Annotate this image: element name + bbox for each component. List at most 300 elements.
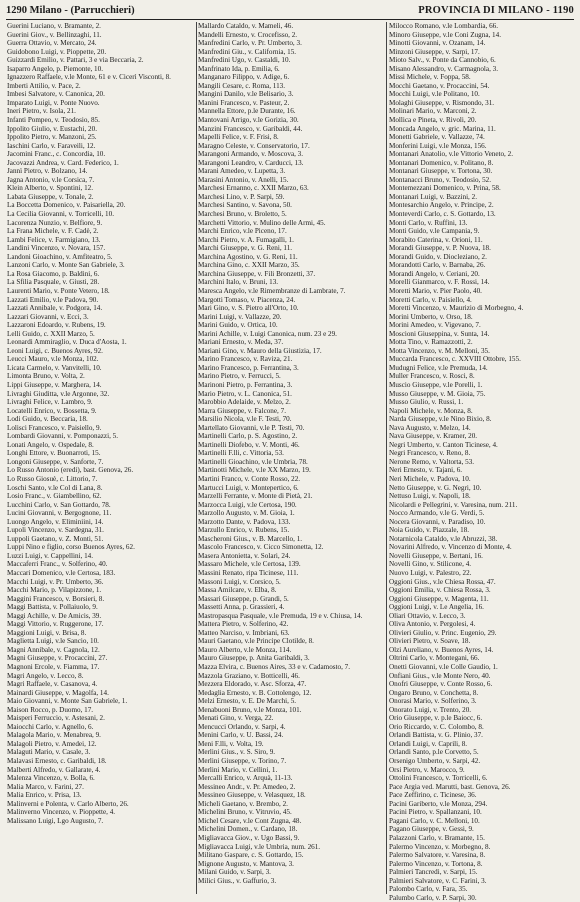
directory-entry: Magri Raffaele, v. Casanova, 4.: [7, 680, 98, 689]
directory-entry: Jannì Pietro, v. Bolzano, 14.: [7, 167, 88, 176]
directory-entry: Marangoni Armando, v. Moscova, 3.: [198, 150, 304, 159]
directory-entry: Massini Renato, ripa Ticinese, 111.: [198, 569, 299, 577]
directory-entry: Mignone Augusto, v. Mantova, 3.: [198, 859, 294, 868]
directory-entry: Minotti Giovanni, v. Ozanam, 14.: [389, 39, 486, 48]
directory-entry: Migliavacca Luigi, v.le Umbria, num. 261.: [198, 842, 321, 851]
directory-entry: Mencucci Orlando, v. Sarpi, 4.: [198, 722, 286, 731]
directory-entry: Mario Pietro, v. L. Canonica, 51.: [198, 389, 292, 398]
directory-entry: Mandelli Ernesto, v. Crocefisso, 2.: [198, 30, 298, 39]
directory-entry: Noia Guido, v. Piazzale, 18.: [389, 526, 470, 535]
directory-entry: Oltrini Carlo, v. Montegani, 66.: [389, 654, 480, 663]
directory-entry: Jacomini Franc., c. Concordia, 10.: [7, 150, 106, 159]
directory-entry: Notarnicola Cataldo, v.le Abruzzi, 38.: [389, 534, 498, 543]
directory-entry: Mariani Ernesto, v. Meda, 37.: [198, 338, 284, 347]
directory-entry: Misano Alessandro, v. Carmagnola, 3.: [389, 64, 499, 73]
directory-entry: Olzi Aureliano, v. Buenos Ayres, 14.: [389, 645, 494, 654]
directory-entry: Magni Annibale, v. Cagnola, 12.: [7, 645, 100, 654]
directory-entry: Milici Gius., v. Gaffurio, 3.: [198, 876, 277, 885]
directory-entry: Masera Antonietta, v. Solari, 24.: [198, 551, 291, 560]
directory-entry: Massaro Michele, v.le Certosa, 139.: [198, 560, 301, 569]
directory-entry: Monteverdi Carlo, c. S. Gottardo, 13.: [389, 210, 496, 219]
directory-entry: Marchina Gino, c. XXII Marzo, 35.: [198, 261, 300, 270]
directory-entry: Massa Amilcare, v. Elba, 8.: [198, 586, 277, 595]
directory-entry: Marchina Agostino, v. G. Reni, 11.: [198, 252, 298, 261]
directory-entry: Marinoni Pietro, p. Ferrantina, 3.: [198, 380, 293, 389]
directory-entry: Mannella Ettore, p.le Durante, 16.: [198, 107, 296, 116]
directory-entry: Onetti Giovanni, v.le Colle Gaudio, 1.: [389, 663, 498, 672]
header-rule: [6, 19, 574, 20]
directory-entry: Palermo Vincenzo, v. Tortona, 8.: [389, 859, 483, 868]
directory-entry: Manfredini Carlo, v. Pr. Umberto, 3.: [198, 39, 302, 48]
directory-entry: Mastropasqua Pasquale, v.le Premuda, 19 e v. Chiusa, 14.: [198, 611, 363, 620]
directory-entry: Marobbio Adelaide, v. Melzo, 2.: [198, 398, 291, 407]
directory-entry: Mapelli Felice, v. F. Frisi, 8.: [198, 133, 279, 142]
directory-entry: Mascolo Francesco, v. Cicco Simonetta, 12.: [198, 543, 324, 552]
directory-entry: Malia Enrico, v. Prisa, 13.: [7, 791, 82, 800]
directory-entry: Ippolito Giulio, v. Eustachi, 20.: [7, 124, 97, 133]
directory-entry: Limonta Bruno, v. Volta, 2.: [7, 372, 85, 381]
directory-entry: Menabuoni Bruno, v.le Monza, 101.: [198, 705, 302, 714]
directory-entry: Messineo Giuseppe, v. Velasquez, 18.: [198, 791, 306, 800]
directory-entry: Onofri Giuseppe, v. Conte Rosso, 6.: [389, 680, 493, 689]
directory-entry: Motta Vincenzo, v. M. Melloni, 35.: [389, 346, 490, 355]
directory-entry: Menati Gino, v. Verga, 22.: [198, 714, 274, 723]
directory-entry: Michelini Bruno, v. Vitruvio, 45.: [198, 808, 292, 817]
directory-entry: Lazzati Annibale, v. Podgora, 14.: [7, 304, 103, 313]
directory-entry: Luppoli Gaetano, v. Z. Monti, 51.: [7, 534, 104, 543]
directory-entry: Maragno Celeste, v. Conservatorio, 17.: [198, 141, 310, 150]
directory-entry: Imberti Attilio, v. Pace, 2.: [7, 81, 81, 90]
directory-entry: Montanari Luigi, v. Bazzini, 2.: [389, 192, 477, 201]
directory-entry: Mariani Gino, v. Mauro della Giustizia, 17.: [198, 346, 322, 355]
directory-entry: Pagani Carlo, v. C. Melloni, 10.: [389, 816, 480, 825]
directory-entry: La Rosa Giacomo, p. Baldini, 6.: [7, 269, 100, 278]
column-divider: [196, 22, 197, 894]
directory-entry: Palmieri Tancredi, v. Sarpi, 15.: [389, 868, 478, 877]
directory-entry: Monti Guido, v.le Campania, 9.: [389, 227, 480, 236]
directory-entry: Mangili Cesare, c. Roma, 113.: [198, 81, 285, 90]
directory-entry: Montemezzani Domenico, v. Prina, 58.: [389, 184, 501, 193]
directory-entry: Maio Giovanni, v. Monte San Gabriele, 1.: [7, 697, 128, 706]
directory-entry: Molinari Mario, v. Marconi, 2.: [389, 107, 477, 116]
directory-entry: Mercalli Enrico, v. Arquà, 11-13.: [198, 774, 293, 783]
directory-entry: Oggioni Gius., v.le Chiesa Rossa, 47.: [389, 577, 496, 586]
page-header: [6, 4, 574, 18]
directory-entry: Muller Francesco, v. Rosci, 8.: [389, 372, 475, 381]
directory-entry: Mocchi Luigi, v.le Politano, 10.: [389, 90, 480, 99]
directory-entry: Luzzi Luigi, v. Cappellini, 14.: [7, 551, 94, 560]
directory-entry: Mantovani Arrigo, v.le Gorizia, 30.: [198, 116, 299, 125]
directory-entry: Lonati Angelo, v. Ospedale, 8.: [7, 440, 94, 449]
directory-entry: Marzelli Ferrante, v. Monte di Pietà, 21.: [198, 492, 313, 501]
directory-entry: Merlini Gius., v. S. Siro, 9.: [198, 748, 276, 757]
directory-entry: Maggi Vittorio, v. Ruggerone, 17.: [7, 620, 104, 629]
directory-entry: Martinelli Carlo, p. S. Agostino, 2.: [198, 432, 298, 441]
directory-entry: Moretti Vincenzo, v. Maurizio di Morbegno, 4.: [389, 304, 524, 313]
directory-entry: Macchi Mario, p. Vilapizzone, 1.: [7, 586, 102, 595]
directory-entry: Monti Carlo, v. Ruffini, 13.: [389, 218, 468, 227]
directory-entry: Muscio Giuseppe, v.le Porelli, 1.: [389, 380, 483, 389]
directory-entry: Nocco Armando, v.le G. Verdi, 5.: [389, 509, 485, 518]
directory-entry: Martinelli Gioachino, v.le Umbria, 78.: [198, 457, 308, 466]
directory-entry: Lazzari Giovanni, v. Ecci, 3.: [7, 312, 89, 321]
directory-entry: Klein Alberto, v. Spontini, 12.: [7, 184, 94, 193]
directory-entry: Marchesi Ernanno, c. XXII Marzo, 63.: [198, 184, 309, 193]
directory-entry: Napoli Michele, v. Monza, 8.: [389, 406, 473, 415]
directory-entry: Marchesi Bruno, v. Broletto, 5.: [198, 210, 287, 219]
directory-entry: Oliva Antonio, v. Pergolesi, 4.: [389, 620, 476, 629]
directory-entry: Morabito Caterina, v. Orioni, 11.: [389, 235, 483, 244]
directory-entry: Malinverno Vincenzo, v. Pioppette, 4.: [7, 808, 116, 817]
directory-entry: Losio Franc., v. Giambellino, 62.: [7, 492, 102, 501]
directory-entry: Matteo Narciso, v. Imbriani, 63.: [198, 628, 290, 637]
directory-entry: Michelini Domen., v. Cardano, 18.: [198, 825, 298, 834]
directory-entry: Maccaferri Franc., v. Solferino, 40.: [7, 560, 108, 569]
directory-entry: Marchetti Vittorio, v. Mulino delle Armi, 45.: [198, 218, 326, 227]
directory-entry: Martinotti Michele, v.le XX Marzo, 19.: [198, 466, 311, 475]
directory-entry: Olivieri Pietro, v. Soave, 18.: [389, 637, 471, 646]
directory-entry: Lo Russo Antonio (eredi), bast. Genova, 26.: [7, 466, 134, 475]
directory-entry: Magnoni Ercole, v. Fiamma, 17.: [7, 663, 100, 672]
directory-entry: Monetti Gabriele, v. Vallazze, 74.: [389, 133, 485, 142]
directory-entry: Meni F.lli, v. Volta, 19.: [198, 739, 264, 748]
directory-entry: Magri Angelo, v. Lecco, 8.: [7, 671, 84, 680]
directory-entry: Martinelli F.lli, c. Vittoria, 53.: [198, 449, 284, 458]
directory-entry: Montanacci Bruno, v. Teodosio, 52.: [389, 175, 492, 184]
directory-entry: Malinverni e Polenta, v. Carlo Alberto, 26.: [7, 799, 129, 808]
directory-entry: Massari Giuseppe, p. Grandi, 5.: [198, 594, 289, 603]
directory-entry: Malaguti Mario, v. Casale, 3.: [7, 748, 91, 757]
header-left: 1290 Milano - (Parrucchieri): [6, 5, 135, 16]
directory-entry: Guizzardi Emilio, v. Pattari, 3 e via Beccaria, 2.: [7, 56, 144, 65]
directory-entry: Imbesi Salvatore, v. Canonica, 20.: [7, 90, 105, 99]
directory-entry: Nava Giuseppe, v. Kramer, 20.: [389, 432, 478, 441]
directory-entry: Isaparro Angelo, p. Piemonte, 10.: [7, 64, 103, 73]
column-divider: [386, 22, 387, 894]
directory-entry: Mezzera Eldorado, v. Asc. Sforza, 47.: [198, 680, 307, 689]
directory-entry: Morandi Angelo, v. Ceriani, 20.: [389, 269, 480, 278]
directory-entry: Narda Giuseppe, v.le Nino Bixio, 8.: [389, 415, 492, 424]
directory-entry: Olivieri Giulio, v. Princ. Eugenio, 29.: [389, 628, 497, 637]
directory-entry: Malenza Vincenzo, v. Bolla, 6.: [7, 774, 95, 783]
directory-entry: Marra Giuseppe, v. Falcone, 7.: [198, 406, 286, 415]
directory-entry: Marino Francesco, v. Raviza, 21.: [198, 355, 293, 364]
directory-entry: Moncada Angelo, v. gric. Marina, 11.: [389, 124, 496, 133]
directory-entry: Mauri Gaetano, v.le Principe Clotilde, 8.: [198, 637, 314, 646]
directory-entry: Palombo Carlo, v. Fara, 35.: [389, 885, 468, 894]
directory-entry: Palermo Vincenzo, v. Morbegno, 8.: [389, 842, 491, 851]
directory-entry: Malberti Alfredo, v. Gallarate, 4.: [7, 765, 101, 774]
directory-entry: Michel Cesare, v.le Cont Zugna, 48.: [198, 816, 302, 825]
directory-entry: Maggi Battista, v. Pollaiuolo, 9.: [7, 603, 98, 612]
directory-entry: Nettuso Luigi, v. Napoli, 18.: [389, 492, 471, 501]
directory-entry: Pace Zeffirino, c. Ticinese, 36.: [389, 791, 477, 800]
directory-entry: Ignazzero Raffaele, v.le Monte, 61 e v. Cicerì Visconti, 8.: [7, 73, 171, 82]
directory-entry: Merlini Giuseppe, v. Torino, 7.: [198, 757, 287, 766]
directory-entry: Maggi Achille, v. De Amicis, 39.: [7, 611, 102, 620]
directory-entry: Marchesi Santino, v. Savona, 50.: [198, 201, 292, 210]
directory-entry: Morandotti Carlo, v. Barnaba, 26.: [389, 261, 486, 270]
directory-entry: Manini Francesco, v. Pasteur, 2.: [198, 98, 290, 107]
directory-entry: Loschi Santo, v.le Col di Lana, 8.: [7, 483, 103, 492]
directory-entry: Ottolini Francesco, v. Torricelli, 6.: [389, 774, 488, 783]
directory-entry: Orio Riccardo, v. C. Colombo, 8.: [389, 722, 484, 731]
directory-entry: Orsenigo Umberto, v. Sarpi, 42.: [389, 757, 481, 766]
directory-entry: Leucci Mauro, v.le Monza, 102.: [7, 355, 99, 364]
directory-entry: Monferini Luigi, v.le Monza, 156.: [389, 141, 487, 150]
directory-entry: Nuovo Luigi, v. Palestro, 22.: [389, 569, 472, 577]
directory-entry: Orlandi Santo, p.le Corvetto, 5.: [389, 748, 479, 757]
directory-entry: Macchi Luigi, v. Pr. Umberto, 36.: [7, 577, 104, 586]
directory-entry: Orio Giuseppe, v. p.le Baiocc, 6.: [389, 714, 483, 723]
directory-entry: Massoni Luigi, v. Corsico, 5.: [198, 577, 281, 586]
directory-entry: Oliari Ottavio, v. Lecco, 3.: [389, 611, 466, 620]
directory-entry: Lanzoni Carlo, v. Monte San Gabriele, 3.: [7, 261, 125, 270]
directory-entry: Mollica e Pineta, v. Rivoli, 20.: [389, 116, 477, 125]
directory-entry: Morini Amedeo, v. Vigevano, 7.: [389, 321, 481, 330]
directory-entry: Militano Gaspare, c. S. Gottardo, 15.: [198, 851, 304, 860]
directory-entry: Pacini Gariberto, v.le Monza, 294.: [389, 799, 488, 808]
directory-entry: Moretti Carlo, v. Paisiello, 4.: [389, 295, 472, 304]
directory-entry: Martinelli Diofebo, v. V. Monti, 46.: [198, 440, 300, 449]
directory-entry: Malia Marco, v. Farini, 27.: [7, 782, 84, 791]
directory-entry: Luppi Nino e figlio, corso Buenos Ayres, 62.: [7, 543, 135, 552]
directory-entry: Marzocca Luigi, v.le Certosa, 190.: [198, 500, 297, 509]
directory-entry: Orlandi Battista, v. G. Plinio, 37.: [389, 731, 483, 740]
directory-entry: Guerra Ottavio, v. Mercato, 24.: [7, 39, 97, 48]
directory-entry: Imparato Luigi, v. Ponte Nuovo.: [7, 98, 100, 107]
directory-entry: Lolisci Francesco, v. Paisiello, 9.: [7, 423, 102, 432]
directory-entry: Negri Umberto, v. Canton Ticinese, 4.: [389, 440, 498, 449]
directory-entry: Manzini Francesco, v. Garibaldi, 44.: [198, 124, 303, 133]
directory-entry: Mangini Danilo, v.le Belisario, 3.: [198, 90, 294, 99]
directory-entry: Licata Carmelo, v. Vanvitelli, 10.: [7, 363, 102, 372]
directory-entry: Martellato Giovanni, v.le P. Testi, 70.: [198, 423, 305, 432]
directory-entry: Negri Francesco, v. Reno, 8.: [389, 449, 471, 458]
directory-entry: Iaschini Carlo, v. Faraveili, 12.: [7, 141, 96, 150]
directory-entry: Pacini Pietro, v. Spallanzani, 10.: [389, 808, 482, 817]
directory-entry: Pace Argia ved. Marutti, bast. Genova, 26.: [389, 782, 511, 791]
directory-entry: Marchi Pietro, v. A. Fumagalli, 1.: [198, 235, 294, 244]
directory-entry: Palmieri Salvatore, v. C. Farini, 3.: [389, 876, 487, 885]
directory-entry: Manfrinato Ida, p. Emilia, 6.: [198, 64, 280, 73]
directory-entry: La Sfilia Pasquale, v. Giusti, 28.: [7, 278, 100, 287]
directory-entry: Guidobono Luigi, v. Pioppette, 20.: [7, 47, 107, 56]
directory-entry: Malagoli Pietro, v. Amedei, 12.: [7, 739, 97, 748]
directory-entry: Milocco Romano, v.le Lombardia, 66.: [389, 22, 499, 30]
directory-entry: Minoro Giuseppe, v.le Coni Zugna, 14.: [389, 30, 501, 39]
directory-entry: Montanari Domenico, v. Politano, 8.: [389, 158, 494, 167]
directory-entry: Messineo Andr., v. Pr. Amedeo, 2.: [198, 782, 296, 791]
directory-entry: Marini Achille, v. Luigi Canonica, num. 23 e 29.: [198, 329, 337, 338]
directory-entry: Lacorenza Nunzio, v. Belfiore, 9.: [7, 218, 103, 227]
directory-entry: Marchini Italo, v. Bruni, 13.: [198, 278, 279, 287]
directory-entry: Moretti Mario, v. Pier Paolo, 40.: [389, 286, 482, 295]
directory-entry: Ippolito Pietro, v. Manzoni, 25.: [7, 133, 97, 142]
directory-entry: Livraghi Felice, v. Lambro, 9.: [7, 398, 93, 407]
directory-entry: Musso Giuseppe, v. M. Gioia, 75.: [389, 389, 486, 398]
directory-entry: Marasini Antonio, v. Anelli, 15.: [198, 175, 289, 184]
directory-entry: Muccarda Francesco, c. XXVIII Ottobre, 155.: [389, 355, 521, 364]
directory-entry: Morini Umberto, v. Orso, 18.: [389, 312, 473, 321]
directory-entry: Marsilio Nicola, v.le F. Testi, 70.: [198, 415, 292, 424]
directory-entry: Maresca Angelo, v.le Rimembranze di Lambrate, 7.: [198, 286, 346, 295]
directory-entry: Martini Franco, v. Conte Rosso, 22.: [198, 474, 301, 483]
column-3: [389, 22, 577, 902]
directory-entry: La Boccetta Domenico, v. Paisariella, 20.: [7, 201, 126, 210]
directory-entry: Ongaro Bruno, v. Conchetta, 8.: [389, 688, 479, 697]
directory-entry: Maison Rocco, p. Duomo, 17.: [7, 705, 94, 714]
directory-entry: Marchi Giuseppe, v. G. Reni, 11.: [198, 244, 293, 253]
directory-entry: Montanari Anatolio, v.le Vittorio Veneto, 2.: [389, 150, 513, 159]
directory-entry: Mauro Giuseppe, p. Anita Garibaldi, 3.: [198, 654, 310, 663]
directory-entry: Marani Amedeo, v. Lupetta, 3.: [198, 167, 286, 176]
directory-entry: Locatelli Enrico, v. Bossetta, 9.: [7, 406, 97, 415]
directory-entry: Laurenti Mario, v. Ponte Vetero, 18.: [7, 286, 110, 295]
directory-entry: Montanari Giuseppe, v. Tortona, 30.: [389, 167, 493, 176]
directory-entry: Mainardi Giuseppe, v. Magolfa, 14.: [7, 688, 109, 697]
directory-entry: Lucini Giovanni, v. Bergognone, 11.: [7, 509, 112, 518]
directory-entry: Morelli Gianmarco, v. F. Rossi, 14.: [389, 278, 490, 287]
directory-entry: Marangoni Leandro, v. Carducci, 13.: [198, 158, 304, 167]
directory-entry: Nicolardi e Pellegrini, v. Varesina, num. 211.: [389, 500, 518, 509]
directory-entry: Lo Russo Giosuè, c. Littorio, 7.: [7, 474, 98, 483]
directory-entry: Labata Giuseppe, v. Tonale, 2.: [7, 192, 94, 201]
directory-entry: Magni Giuseppe, v. Procaccini, 27.: [7, 654, 108, 663]
directory-entry: Mazzola Graziano, v. Botticelli, 46.: [198, 671, 300, 680]
directory-entry: Neri Michele, v. Padova, 10.: [389, 474, 471, 483]
column-2: [198, 22, 386, 896]
directory-entry: Mazza Elvira, c. Buenos Aires, 33 e v. Cadamosto, 7.: [198, 663, 351, 672]
directory-entry: Lodi Guido, v. Beccaria, 18.: [7, 415, 88, 424]
directory-entry: Leonardi Ammiraglio, v. Duca d'Aosta, 1.: [7, 338, 127, 347]
directory-entry: Lelli Guido, c. XXII Marzo, 5.: [7, 329, 95, 338]
directory-entry: Mascheroni Gius., v. B. Marcello, 1.: [198, 534, 303, 543]
directory-entry: Morandi Guido, v. Diocleziano, 2.: [389, 252, 487, 261]
directory-entry: Pagano Giuseppe, v. Gessi, 9.: [389, 825, 474, 834]
directory-entry: Marino Francesco, p. Ferrantina, 3.: [198, 363, 299, 372]
directory-entry: Mioto Salv., v. Ponte da Cannobio, 6.: [389, 56, 496, 65]
directory-entry: Mattera Pietro, v. Solferino, 42.: [198, 620, 289, 629]
directory-entry: Menini Carlo, v. U. Bassi, 24.: [198, 731, 284, 740]
directory-entry: Mari Gino, v. S. Pietro all'Orto, 10.: [198, 304, 299, 313]
column-1: [7, 22, 195, 896]
directory-entry: Marchina Giuseppe, v. Fili Bronzetti, 37.: [198, 269, 316, 278]
directory-entry: Martucci Luigi, v. Montepertico, 6.: [198, 483, 299, 492]
directory-entry: Palumbo Carlo, v. P. Sarpi, 30.: [389, 893, 477, 902]
directory-entry: Medaglia Ernesto, v. B. Cottolengo, 12.: [198, 688, 312, 697]
directory-entry: Motta Tino, v. Ramazzotti, 2.: [389, 338, 473, 347]
directory-entry: Manganaro Filippo, v. Adige, 6.: [198, 73, 290, 82]
directory-entry: Malissano Luigi, Lgo Augusto, 7.: [7, 816, 104, 825]
directory-entry: Maggini Francesco, v. Borsieri, 8.: [7, 594, 105, 603]
directory-entry: La Cecilia Giovanni, v. Torricelli, 10.: [7, 210, 114, 219]
directory-entry: Leoni Luigi, c. Buenos Ayres, 92.: [7, 346, 103, 355]
directory-entry: Lucchini Carlo, v. San Gottardo, 78.: [7, 500, 111, 509]
directory-entry: Onorato Luigi, v. Trento, 20.: [389, 705, 472, 714]
directory-entry: Manfredini Ugo, v. Castaldi, 10.: [198, 56, 291, 65]
directory-entry: Lazzati Emilio, v.le Padova, 90.: [7, 295, 99, 304]
directory-entry: Mocchi Gaetano, v. Procaccini, 54.: [389, 81, 490, 90]
header-right: PROVINCIA DI MILANO - 1190: [418, 5, 574, 16]
directory-entry: Micheli Gaetano, v. Brembo, 2.: [198, 799, 288, 808]
directory-entry: Melzi Ernesto, v. E. De Marchi, 5.: [198, 697, 297, 706]
directory-entry: Morandi Giuseppe, v. P. Nuova, 18.: [389, 244, 491, 253]
directory-entry: Malavasi Ernesto, c. Garibaldi, 18.: [7, 757, 107, 766]
directory-entry: Guerini Luciano, v. Bramante, 2.: [7, 22, 101, 30]
directory-entry: Novelli Giuseppe, v. Bertani, 16.: [389, 551, 483, 560]
directory-entry: Onfiani Gius., v.le Monte Nero, 40.: [389, 671, 491, 680]
directory-entry: Lambi Felice, v. Farmigiano, 13.: [7, 235, 101, 244]
directory-entry: Marino Pietro, v. Ferrucci, 5.: [198, 372, 281, 381]
directory-entry: Musso Giulio, v. Russi, 1.: [389, 398, 464, 407]
directory-entry: Maggioni Luigi, v. Brisa, 8.: [7, 628, 87, 637]
directory-entry: Marzotto Dante, v. Padova, 133.: [198, 517, 291, 526]
directory-entry: Massetti Anna, p. Grassieri, 4.: [198, 603, 285, 612]
directory-entry: Jacovazzi Andrea, v. Card. Federico, 1.: [7, 158, 119, 167]
directory-entry: Novelli Gino, v. Stilicone, 4.: [389, 560, 472, 569]
directory-entry: Mallardo Cataldo, v. Mameli, 46.: [198, 22, 294, 30]
directory-entry: Livraghi Giuditta, v.le Argonne, 32.: [7, 389, 110, 398]
directory-entry: Nocera Giovanni, v. Paradiso, 10.: [389, 517, 486, 526]
directory-entry: Oggioni Luigi, v. Le Angelia, 16.: [389, 603, 484, 612]
directory-entry: Mauro Alberto, v.le Monza, 114.: [198, 645, 292, 654]
directory-entry: Marini Guido, v. Ortica, 10.: [198, 321, 278, 330]
directory-entry: Marchi Enrico, v.le Piceno, 17.: [198, 227, 287, 236]
directory-entry: Lippi Giuseppe, v. Marghera, 14.: [7, 380, 102, 389]
directory-entry: Malagola Mario, v. Menabrea, 9.: [7, 731, 101, 740]
directory-entry: Margotti Tomaso, v. Piacenza, 24.: [198, 295, 296, 304]
directory-entry: Palazzoni Carlo, v. Bramante, 15.: [389, 833, 485, 842]
directory-entry: Merlini Mario, v. Cellini, 1.: [198, 765, 278, 774]
directory-entry: Moscioni Giuseppina, v. Sunta, 14.: [389, 329, 490, 338]
directory-entry: Lazzaroni Edoardo, v. Rubens, 19.: [7, 321, 106, 330]
directory-entry: Landini Vincenzo, v. Novara, 157.: [7, 244, 106, 253]
directory-entry: Molaghi Giuseppe, v. Rismondo, 31.: [389, 98, 495, 107]
directory-entry: Marzollo Augusto, v. M. Gioia, 1.: [198, 509, 295, 518]
directory-entry: Lombardi Giovanni, v. Pomponazzi, 5.: [7, 432, 118, 441]
directory-entry: Novarini Alfredo, v. Vincenzo di Monte, 4.: [389, 543, 512, 552]
directory-entry: Oggioni Emilia, v. Chiesa Rossa, 3.: [389, 586, 491, 595]
directory-entry: Mudugni Felice, v.le Premuda, 14.: [389, 363, 488, 372]
directory-entry: Ineri Pietro, v. Isola, 21.: [7, 107, 76, 116]
directory-entry: Manfredini Giu., v. California, 15.: [198, 47, 297, 56]
directory-entry: La Frana Michele, v. F. Cadè, 2.: [7, 227, 99, 236]
directory-entry: Longoni Giuseppe, v. Sanforte, 7.: [7, 457, 104, 466]
directory-entry: Marini Luigi, v. Vallazze, 20.: [198, 312, 282, 321]
directory-entry: Minzoni Giuseppe, v. Sarpi, 17.: [389, 47, 480, 56]
directory-entry: Orsi Pietro, v. Marocco, 9.: [389, 765, 465, 774]
directory-entry: Longhi Ettore, v. Buonarroti, 15.: [7, 449, 101, 458]
directory-entry: Guerini Giov., v. Bellinzaghi, 11.: [7, 30, 102, 39]
directory-entry: Maisperi Ferruccio, v. Astesani, 2.: [7, 714, 105, 723]
directory-entry: Luongo Angelo, v. Eliminiini, 14.: [7, 517, 104, 526]
directory-entry: Orlandi Luigi, v. Caprili, 8.: [389, 739, 468, 748]
directory-entry: Maiocchi Carlo, v. Agnello, 6.: [7, 722, 94, 731]
directory-entry: Montesarchio Angelo, v. Principe, 2.: [389, 201, 494, 210]
directory-entry: Lupoli Vincenzo, v. Sardegna, 31.: [7, 526, 104, 535]
directory-entry: Marzullo Enrico, v. Rubens, 15.: [198, 526, 290, 535]
directory-entry: Migliavacca Giov., v. Ugo Bassi, 9.: [198, 833, 300, 842]
directory-entry: Milani Guido, v. Sarpi, 3.: [198, 868, 271, 877]
directory-entry: Onorasi Mario, v. Solferino, 3.: [389, 697, 477, 706]
directory-entry: Maglietta Luigi, v.le Sancio, 10.: [7, 637, 99, 646]
directory-entry: Neri Ernesto, v. Tajani, 6.: [389, 466, 463, 475]
directory-entry: Nerone Remo, v. Valtorta, 53.: [389, 457, 475, 466]
directory-entry: Nava Augusto, v. Melzo, 14.: [389, 423, 471, 432]
directory-entry: Palermo Salvatore, v. Varesina, 8.: [389, 851, 486, 860]
directory-entry: Missi Michele, v. Foppa, 58.: [389, 73, 471, 82]
